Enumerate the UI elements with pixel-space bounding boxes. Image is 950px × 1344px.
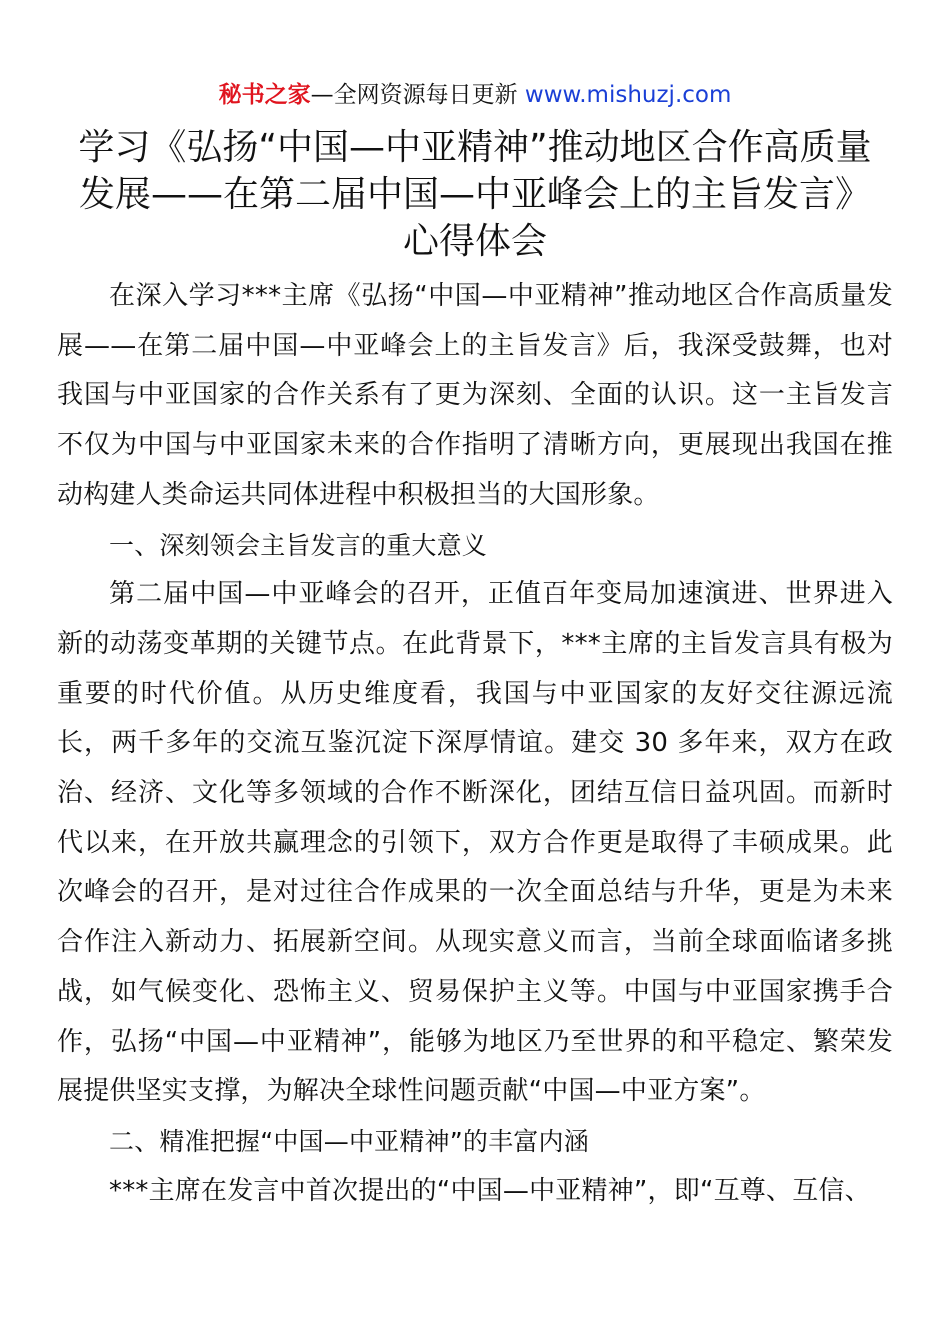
section-heading-2: 二、精准把握“中国—中亚精神”的丰富内涵 [109,1126,589,1156]
paragraph-significance: 第二届中国—中亚峰会的召开，正值百年变局加速演进、世界进入新的动荡变革期的关键节点。在此背景下，***主席的主旨发言具有极为重要的时代价值。从历史维度看，我国与中亚国家的友好交往源远流长，两千多年的交流互鉴沉淀下深厚情谊。建交 30 多年来，双方在政治、经济、文化等多领域的合作不断深化，团结互信日益巩固。而新时代以来，在开放共赢理念的引领下，双方合作更是取得了丰硕成果。此次峰会的召开，是对过往合作成果的一次全面总结与升华，更是为未来合作注入新动力、拓展新空间。从现实意义而言，当前全球面临诸多挑战，如气候变化、恐怖主义、贸易保护主义等。中国与中亚国家携手合作，弘扬“中国—中亚精神”，能够为地区乃至世界的和平稳定、繁荣发展提供坚实支撑，为解决全球性问题贡献“中国—中亚方案”。 [57,579,893,1107]
site-header [0,80,950,110]
section-heading-1: 一、深刻领会主旨发言的重大意义 [109,530,488,560]
header-tagline: —全网资源每日更新 [310,82,518,108]
title-line-3: 心得体会 [402,221,547,262]
document-body [57,272,893,1216]
title-line-2: 发展——在第二届中国—中亚峰会上的主旨发言》 [78,174,871,215]
document-title [40,124,910,265]
paragraph-intro: 在深入学习***主席《弘扬“中国—中亚精神”推动地区合作高质量发展——在第二届中国—中亚峰会上的主旨发言》后，我深受鼓舞，也对我国与中亚国家的合作关系有了更为深刻、全面的认识。这一主旨发言不仅为中国与中亚国家未来的合作指明了清晰方向，更展现出我国在推动构建人类命运共同体进程中积极担当的大国形象。 [57,281,893,510]
site-url-link[interactable]: www.mishuzj.com [524,82,732,108]
brand-name: 秘书之家 [218,82,311,108]
title-line-1: 学习《弘扬“中国—中亚精神”推动地区合作高质量 [78,127,872,168]
paragraph-spirit: ***主席在发言中首次提出的“中国—中亚精神”，即“互尊、互信、 [109,1175,871,1206]
